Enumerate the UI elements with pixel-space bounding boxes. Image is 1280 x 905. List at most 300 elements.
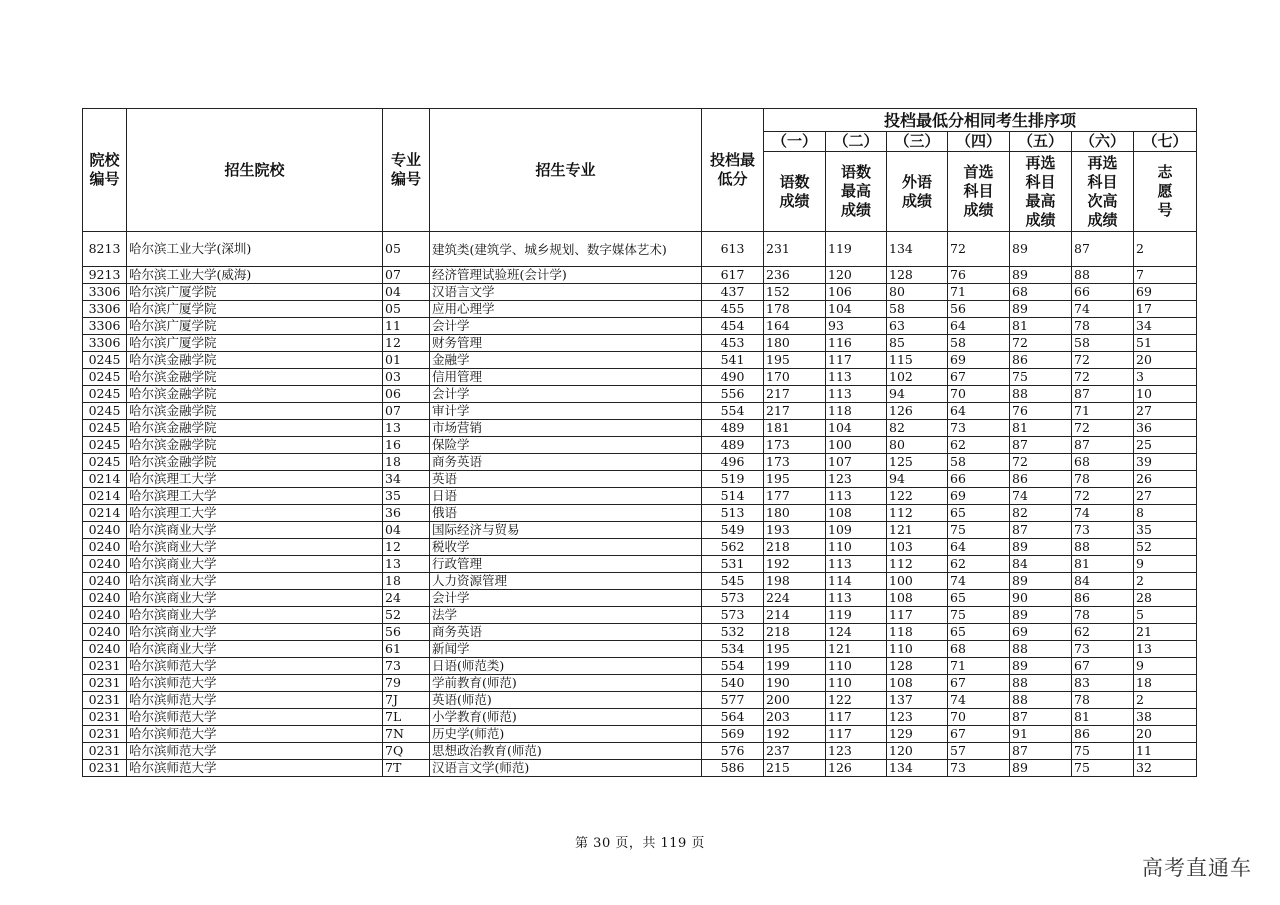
major-code-cell: 07	[383, 267, 430, 284]
min-score-cell: 489	[702, 420, 764, 437]
major-code-cell: 16	[383, 437, 430, 454]
sort-5-cell: 89	[1010, 658, 1072, 675]
sort-4-cell: 66	[948, 471, 1010, 488]
min-score-cell: 453	[702, 335, 764, 352]
header-sort-item-1: 语数成绩	[764, 152, 826, 232]
major-code-cell: 7Q	[383, 743, 430, 760]
major-code-cell: 05	[383, 301, 430, 318]
sort-7-cell: 17	[1134, 301, 1197, 318]
sort-1-cell: 231	[764, 232, 826, 267]
school-name-cell: 哈尔滨商业大学	[127, 539, 383, 556]
sort-5-cell: 87	[1010, 522, 1072, 539]
sort-4-cell: 67	[948, 369, 1010, 386]
major-name-cell: 新闻学	[430, 641, 702, 658]
header-sort-item-2: 语数最高成绩	[826, 152, 887, 232]
admission-table	[82, 108, 1197, 777]
sort-3-cell: 80	[887, 437, 948, 454]
major-name-cell: 会计学	[430, 386, 702, 403]
major-name-cell: 建筑类(建筑学、城乡规划、数字媒体艺术)	[430, 232, 702, 267]
major-code-cell: 7T	[383, 760, 430, 777]
sort-7-cell: 18	[1134, 675, 1197, 692]
school-name-cell: 哈尔滨金融学院	[127, 369, 383, 386]
sort-4-cell: 57	[948, 743, 1010, 760]
table-row	[83, 607, 1197, 624]
sort-6-cell: 81	[1072, 556, 1134, 573]
sort-3-cell: 118	[887, 624, 948, 641]
school-code-cell: 0240	[83, 539, 127, 556]
sort-1-cell: 224	[764, 590, 826, 607]
header-order-6: （六）	[1072, 132, 1134, 152]
school-name-cell: 哈尔滨商业大学	[127, 522, 383, 539]
header-major: 招生专业	[430, 109, 702, 232]
sort-7-cell: 27	[1134, 403, 1197, 420]
sort-1-cell: 190	[764, 675, 826, 692]
sort-7-cell: 9	[1134, 658, 1197, 675]
min-score-cell: 496	[702, 454, 764, 471]
sort-2-cell: 121	[826, 641, 887, 658]
sort-3-cell: 85	[887, 335, 948, 352]
major-name-cell: 市场营销	[430, 420, 702, 437]
sort-7-cell: 51	[1134, 335, 1197, 352]
school-code-cell: 0240	[83, 573, 127, 590]
table-row	[83, 232, 1197, 267]
major-code-cell: 13	[383, 420, 430, 437]
sort-1-cell: 173	[764, 454, 826, 471]
header-order-7: （七）	[1134, 132, 1197, 152]
sort-6-cell: 87	[1072, 386, 1134, 403]
sort-3-cell: 128	[887, 658, 948, 675]
table-row	[83, 454, 1197, 471]
watermark-text: 高考直通车	[1142, 856, 1252, 880]
school-code-cell: 0214	[83, 471, 127, 488]
min-score-cell: 573	[702, 607, 764, 624]
table-row	[83, 641, 1197, 658]
school-code-cell: 0214	[83, 488, 127, 505]
sort-3-cell: 110	[887, 641, 948, 658]
sort-5-cell: 82	[1010, 505, 1072, 522]
table-header	[83, 109, 1197, 232]
sort-7-cell: 38	[1134, 709, 1197, 726]
sort-3-cell: 122	[887, 488, 948, 505]
sort-2-cell: 119	[826, 232, 887, 267]
sort-1-cell: 177	[764, 488, 826, 505]
major-code-cell: 07	[383, 403, 430, 420]
major-code-cell: 18	[383, 454, 430, 471]
school-name-cell: 哈尔滨师范大学	[127, 675, 383, 692]
school-code-cell: 9213	[83, 267, 127, 284]
major-code-cell: 61	[383, 641, 430, 658]
min-score-cell: 514	[702, 488, 764, 505]
major-name-cell: 日语	[430, 488, 702, 505]
sort-5-cell: 89	[1010, 232, 1072, 267]
sort-1-cell: 195	[764, 641, 826, 658]
sort-5-cell: 86	[1010, 471, 1072, 488]
school-name-cell: 哈尔滨广厦学院	[127, 318, 383, 335]
sort-7-cell: 25	[1134, 437, 1197, 454]
table-row	[83, 488, 1197, 505]
school-code-cell: 3306	[83, 284, 127, 301]
sort-6-cell: 72	[1072, 352, 1134, 369]
school-name-cell: 哈尔滨广厦学院	[127, 335, 383, 352]
school-code-cell: 0231	[83, 709, 127, 726]
school-name-cell: 哈尔滨理工大学	[127, 471, 383, 488]
sort-7-cell: 11	[1134, 743, 1197, 760]
sort-4-cell: 65	[948, 590, 1010, 607]
min-score-cell: 554	[702, 403, 764, 420]
major-code-cell: 56	[383, 624, 430, 641]
sort-6-cell: 72	[1072, 420, 1134, 437]
school-code-cell: 0240	[83, 556, 127, 573]
major-code-cell: 24	[383, 590, 430, 607]
sort-2-cell: 110	[826, 675, 887, 692]
sort-7-cell: 27	[1134, 488, 1197, 505]
school-code-cell: 3306	[83, 301, 127, 318]
sort-4-cell: 74	[948, 573, 1010, 590]
major-code-cell: 52	[383, 607, 430, 624]
sort-5-cell: 72	[1010, 454, 1072, 471]
sort-5-cell: 68	[1010, 284, 1072, 301]
school-code-cell: 0231	[83, 675, 127, 692]
sort-5-cell: 88	[1010, 692, 1072, 709]
school-code-cell: 0231	[83, 692, 127, 709]
sort-2-cell: 113	[826, 488, 887, 505]
school-name-cell: 哈尔滨理工大学	[127, 488, 383, 505]
sort-3-cell: 94	[887, 386, 948, 403]
header-major-code: 专业编号	[383, 109, 430, 232]
sort-5-cell: 89	[1010, 301, 1072, 318]
sort-7-cell: 20	[1134, 352, 1197, 369]
major-code-cell: 03	[383, 369, 430, 386]
major-name-cell: 小学教育(师范)	[430, 709, 702, 726]
school-name-cell: 哈尔滨金融学院	[127, 386, 383, 403]
school-code-cell: 0245	[83, 386, 127, 403]
sort-1-cell: 178	[764, 301, 826, 318]
sort-1-cell: 237	[764, 743, 826, 760]
sort-5-cell: 89	[1010, 267, 1072, 284]
sort-2-cell: 122	[826, 692, 887, 709]
sort-5-cell: 86	[1010, 352, 1072, 369]
school-name-cell: 哈尔滨理工大学	[127, 505, 383, 522]
sort-2-cell: 124	[826, 624, 887, 641]
min-score-cell: 586	[702, 760, 764, 777]
sort-2-cell: 126	[826, 760, 887, 777]
major-code-cell: 06	[383, 386, 430, 403]
major-code-cell: 18	[383, 573, 430, 590]
sort-1-cell: 195	[764, 352, 826, 369]
sort-6-cell: 74	[1072, 505, 1134, 522]
sort-2-cell: 108	[826, 505, 887, 522]
sort-4-cell: 58	[948, 454, 1010, 471]
school-name-cell: 哈尔滨师范大学	[127, 709, 383, 726]
sort-4-cell: 64	[948, 539, 1010, 556]
min-score-cell: 576	[702, 743, 764, 760]
sort-3-cell: 115	[887, 352, 948, 369]
major-code-cell: 05	[383, 232, 430, 267]
sort-7-cell: 3	[1134, 369, 1197, 386]
table-row	[83, 267, 1197, 284]
school-code-cell: 3306	[83, 335, 127, 352]
sort-4-cell: 71	[948, 284, 1010, 301]
table-row	[83, 403, 1197, 420]
sort-6-cell: 75	[1072, 743, 1134, 760]
major-name-cell: 财务管理	[430, 335, 702, 352]
sort-2-cell: 104	[826, 420, 887, 437]
major-name-cell: 汉语言文学(师范)	[430, 760, 702, 777]
sort-3-cell: 82	[887, 420, 948, 437]
sort-6-cell: 87	[1072, 232, 1134, 267]
major-name-cell: 审计学	[430, 403, 702, 420]
sort-7-cell: 35	[1134, 522, 1197, 539]
sort-1-cell: 203	[764, 709, 826, 726]
sort-3-cell: 103	[887, 539, 948, 556]
sort-3-cell: 108	[887, 675, 948, 692]
school-code-cell: 0231	[83, 760, 127, 777]
table-row	[83, 522, 1197, 539]
min-score-cell: 532	[702, 624, 764, 641]
sort-2-cell: 117	[826, 726, 887, 743]
major-code-cell: 7L	[383, 709, 430, 726]
sort-5-cell: 72	[1010, 335, 1072, 352]
sort-7-cell: 32	[1134, 760, 1197, 777]
min-score-cell: 562	[702, 539, 764, 556]
sort-4-cell: 76	[948, 267, 1010, 284]
school-name-cell: 哈尔滨金融学院	[127, 352, 383, 369]
sort-2-cell: 109	[826, 522, 887, 539]
sort-5-cell: 91	[1010, 726, 1072, 743]
sort-4-cell: 68	[948, 641, 1010, 658]
min-score-cell: 437	[702, 284, 764, 301]
major-name-cell: 英语	[430, 471, 702, 488]
major-code-cell: 36	[383, 505, 430, 522]
sort-3-cell: 120	[887, 743, 948, 760]
table-row	[83, 301, 1197, 318]
school-code-cell: 0245	[83, 437, 127, 454]
school-name-cell: 哈尔滨师范大学	[127, 658, 383, 675]
major-name-cell: 汉语言文学	[430, 284, 702, 301]
sort-7-cell: 20	[1134, 726, 1197, 743]
table-row	[83, 318, 1197, 335]
sort-2-cell: 110	[826, 658, 887, 675]
sort-3-cell: 126	[887, 403, 948, 420]
sort-4-cell: 67	[948, 675, 1010, 692]
sort-6-cell: 74	[1072, 301, 1134, 318]
header-order-5: （五）	[1010, 132, 1072, 152]
major-name-cell: 金融学	[430, 352, 702, 369]
sort-6-cell: 78	[1072, 471, 1134, 488]
school-code-cell: 0231	[83, 743, 127, 760]
sort-5-cell: 76	[1010, 403, 1072, 420]
min-score-cell: 556	[702, 386, 764, 403]
sort-1-cell: 218	[764, 624, 826, 641]
major-name-cell: 信用管理	[430, 369, 702, 386]
major-name-cell: 商务英语	[430, 624, 702, 641]
header-order-4: （四）	[948, 132, 1010, 152]
min-score-cell: 577	[702, 692, 764, 709]
school-name-cell: 哈尔滨工业大学(深圳)	[127, 232, 383, 267]
sort-1-cell: 236	[764, 267, 826, 284]
sort-7-cell: 2	[1134, 232, 1197, 267]
sort-5-cell: 89	[1010, 573, 1072, 590]
sort-2-cell: 113	[826, 386, 887, 403]
school-name-cell: 哈尔滨金融学院	[127, 437, 383, 454]
school-name-cell: 哈尔滨金融学院	[127, 420, 383, 437]
table-row	[83, 505, 1197, 522]
school-name-cell: 哈尔滨商业大学	[127, 590, 383, 607]
page-footer: 第 30 页，共 119 页	[575, 836, 705, 851]
school-code-cell: 3306	[83, 318, 127, 335]
sort-2-cell: 118	[826, 403, 887, 420]
school-code-cell: 0240	[83, 607, 127, 624]
table-row	[83, 573, 1197, 590]
major-name-cell: 商务英语	[430, 454, 702, 471]
major-name-cell: 会计学	[430, 318, 702, 335]
sort-4-cell: 70	[948, 386, 1010, 403]
sort-6-cell: 68	[1072, 454, 1134, 471]
min-score-cell: 564	[702, 709, 764, 726]
sort-4-cell: 64	[948, 318, 1010, 335]
sort-4-cell: 65	[948, 505, 1010, 522]
sort-5-cell: 81	[1010, 420, 1072, 437]
sort-2-cell: 123	[826, 743, 887, 760]
table-row	[83, 709, 1197, 726]
min-score-cell: 541	[702, 352, 764, 369]
sort-2-cell: 117	[826, 709, 887, 726]
sort-5-cell: 81	[1010, 318, 1072, 335]
sort-4-cell: 73	[948, 760, 1010, 777]
header-sort-item-5: 再选科目最高成绩	[1010, 152, 1072, 232]
sort-6-cell: 73	[1072, 641, 1134, 658]
major-code-cell: 11	[383, 318, 430, 335]
school-name-cell: 哈尔滨商业大学	[127, 641, 383, 658]
sort-5-cell: 87	[1010, 709, 1072, 726]
sort-1-cell: 200	[764, 692, 826, 709]
major-name-cell: 人力资源管理	[430, 573, 702, 590]
sort-1-cell: 214	[764, 607, 826, 624]
major-name-cell: 思想政治教育(师范)	[430, 743, 702, 760]
table-row	[83, 386, 1197, 403]
sort-6-cell: 83	[1072, 675, 1134, 692]
sort-3-cell: 117	[887, 607, 948, 624]
min-score-cell: 545	[702, 573, 764, 590]
min-score-cell: 454	[702, 318, 764, 335]
school-name-cell: 哈尔滨师范大学	[127, 743, 383, 760]
table-row	[83, 590, 1197, 607]
header-school-code: 院校编号	[83, 109, 127, 232]
sort-6-cell: 78	[1072, 318, 1134, 335]
major-code-cell: 13	[383, 556, 430, 573]
school-code-cell: 0245	[83, 352, 127, 369]
sort-1-cell: 217	[764, 386, 826, 403]
table-row	[83, 539, 1197, 556]
major-code-cell: 79	[383, 675, 430, 692]
min-score-cell: 489	[702, 437, 764, 454]
sort-2-cell: 113	[826, 590, 887, 607]
sort-5-cell: 88	[1010, 641, 1072, 658]
sort-3-cell: 112	[887, 556, 948, 573]
sort-5-cell: 89	[1010, 760, 1072, 777]
sort-1-cell: 173	[764, 437, 826, 454]
sort-6-cell: 67	[1072, 658, 1134, 675]
sort-5-cell: 88	[1010, 386, 1072, 403]
table-row	[83, 760, 1197, 777]
sort-6-cell: 78	[1072, 607, 1134, 624]
sort-1-cell: 199	[764, 658, 826, 675]
sort-2-cell: 106	[826, 284, 887, 301]
sort-3-cell: 128	[887, 267, 948, 284]
min-score-cell: 513	[702, 505, 764, 522]
major-name-cell: 国际经济与贸易	[430, 522, 702, 539]
sort-4-cell: 69	[948, 352, 1010, 369]
school-name-cell: 哈尔滨师范大学	[127, 726, 383, 743]
sort-7-cell: 7	[1134, 267, 1197, 284]
sort-6-cell: 88	[1072, 267, 1134, 284]
major-name-cell: 应用心理学	[430, 301, 702, 318]
sort-1-cell: 181	[764, 420, 826, 437]
school-name-cell: 哈尔滨师范大学	[127, 692, 383, 709]
sort-2-cell: 110	[826, 539, 887, 556]
major-name-cell: 俄语	[430, 505, 702, 522]
major-name-cell: 法学	[430, 607, 702, 624]
sort-6-cell: 62	[1072, 624, 1134, 641]
sort-7-cell: 9	[1134, 556, 1197, 573]
sort-1-cell: 180	[764, 335, 826, 352]
sort-6-cell: 78	[1072, 692, 1134, 709]
school-name-cell: 哈尔滨工业大学(威海)	[127, 267, 383, 284]
sort-6-cell: 81	[1072, 709, 1134, 726]
school-code-cell: 0240	[83, 590, 127, 607]
major-name-cell: 行政管理	[430, 556, 702, 573]
sort-5-cell: 69	[1010, 624, 1072, 641]
header-order-1: （一）	[764, 132, 826, 152]
header-sort-group: 投档最低分相同考生排序项	[764, 109, 1197, 132]
sort-1-cell: 192	[764, 556, 826, 573]
school-name-cell: 哈尔滨商业大学	[127, 556, 383, 573]
sort-1-cell: 164	[764, 318, 826, 335]
sort-6-cell: 66	[1072, 284, 1134, 301]
sort-3-cell: 134	[887, 232, 948, 267]
min-score-cell: 540	[702, 675, 764, 692]
table-row	[83, 352, 1197, 369]
sort-6-cell: 72	[1072, 369, 1134, 386]
major-code-cell: 35	[383, 488, 430, 505]
sort-6-cell: 86	[1072, 726, 1134, 743]
admission-table-container	[82, 108, 1197, 777]
sort-5-cell: 87	[1010, 437, 1072, 454]
table-row	[83, 675, 1197, 692]
sort-3-cell: 100	[887, 573, 948, 590]
table-row	[83, 726, 1197, 743]
sort-5-cell: 87	[1010, 743, 1072, 760]
table-row	[83, 471, 1197, 488]
major-code-cell: 12	[383, 335, 430, 352]
sort-7-cell: 2	[1134, 692, 1197, 709]
major-name-cell: 英语(师范)	[430, 692, 702, 709]
min-score-cell: 573	[702, 590, 764, 607]
school-name-cell: 哈尔滨师范大学	[127, 760, 383, 777]
sort-3-cell: 112	[887, 505, 948, 522]
sort-4-cell: 65	[948, 624, 1010, 641]
sort-2-cell: 114	[826, 573, 887, 590]
sort-2-cell: 123	[826, 471, 887, 488]
sort-3-cell: 123	[887, 709, 948, 726]
sort-3-cell: 134	[887, 760, 948, 777]
major-code-cell: 73	[383, 658, 430, 675]
major-name-cell: 经济管理试验班(会计学)	[430, 267, 702, 284]
min-score-cell: 554	[702, 658, 764, 675]
sort-5-cell: 89	[1010, 607, 1072, 624]
sort-3-cell: 129	[887, 726, 948, 743]
table-row	[83, 420, 1197, 437]
